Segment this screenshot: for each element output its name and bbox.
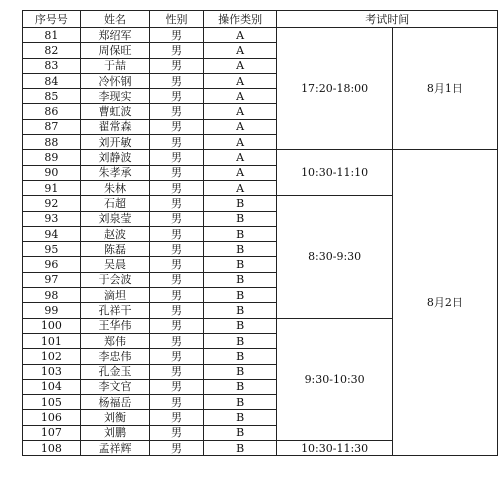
cell-name: 冷怀钢 [80,73,150,88]
cell-name: 杨福岳 [80,395,150,410]
cell-gender: 男 [150,395,204,410]
cell-gender: 男 [150,318,204,333]
cell-category: A [203,165,277,180]
header-number: 序号号 [23,11,81,28]
cell-gender: 男 [150,180,204,195]
cell-gender: 男 [150,226,204,241]
cell-time-slot: 10:30-11:10 [277,150,392,196]
cell-category: B [203,211,277,226]
table-row [23,28,498,43]
cell-time-slot: 17:20-18:00 [277,28,392,150]
cell-number: 95 [23,242,81,257]
cell-number: 104 [23,379,81,394]
cell-category: A [203,58,277,73]
cell-name: 于喆 [80,58,150,73]
cell-category: B [203,425,277,440]
cell-category: B [203,364,277,379]
cell-gender: 男 [150,272,204,287]
cell-gender: 男 [150,288,204,303]
cell-gender: 男 [150,28,204,43]
cell-number: 88 [23,135,81,150]
cell-number: 85 [23,89,81,104]
cell-name: 石超 [80,196,150,211]
cell-category: A [203,104,277,119]
cell-name: 李文官 [80,379,150,394]
cell-category: A [203,180,277,195]
cell-number: 89 [23,150,81,165]
cell-name: 翟常森 [80,119,150,134]
cell-gender: 男 [150,425,204,440]
cell-number: 100 [23,318,81,333]
cell-category: B [203,379,277,394]
cell-number: 82 [23,43,81,58]
cell-number: 91 [23,180,81,195]
cell-number: 98 [23,288,81,303]
cell-number: 94 [23,226,81,241]
cell-number: 84 [23,73,81,88]
cell-gender: 男 [150,165,204,180]
cell-name: 曹虹波 [80,104,150,119]
cell-number: 90 [23,165,81,180]
header-row [23,11,498,28]
cell-category: B [203,257,277,272]
cell-name: 朱孝承 [80,165,150,180]
cell-gender: 男 [150,349,204,364]
cell-category: A [203,43,277,58]
cell-gender: 男 [150,211,204,226]
cell-number: 81 [23,28,81,43]
cell-category: B [203,318,277,333]
cell-category: B [203,226,277,241]
cell-name: 刘静波 [80,150,150,165]
cell-gender: 男 [150,43,204,58]
cell-date: 8月2日 [392,150,497,456]
cell-name: 陈磊 [80,242,150,257]
cell-category: B [203,395,277,410]
cell-name: 李忠伟 [80,349,150,364]
cell-number: 102 [23,349,81,364]
cell-gender: 男 [150,73,204,88]
cell-category: B [203,410,277,425]
cell-gender: 男 [150,150,204,165]
cell-category: A [203,119,277,134]
cell-name: 孔金玉 [80,364,150,379]
cell-category: B [203,242,277,257]
cell-number: 105 [23,395,81,410]
cell-number: 101 [23,333,81,348]
cell-gender: 男 [150,242,204,257]
cell-name: 朱林 [80,180,150,195]
cell-category: B [203,333,277,348]
cell-gender: 男 [150,89,204,104]
cell-number: 83 [23,58,81,73]
cell-name: 赵波 [80,226,150,241]
header-category: 操作类别 [203,11,277,28]
cell-number: 106 [23,410,81,425]
cell-name: 刘衡 [80,410,150,425]
cell-gender: 男 [150,196,204,211]
cell-gender: 男 [150,303,204,318]
cell-number: 92 [23,196,81,211]
cell-name: 吴晨 [80,257,150,272]
cell-number: 99 [23,303,81,318]
exam-schedule-table [22,10,498,456]
cell-category: B [203,441,277,456]
header-exam-time: 考试时间 [277,11,498,28]
cell-gender: 男 [150,135,204,150]
cell-number: 107 [23,425,81,440]
cell-category: B [203,272,277,287]
cell-name: 刘鹏 [80,425,150,440]
cell-name: 孟祥辉 [80,441,150,456]
cell-category: A [203,73,277,88]
cell-name: 王华伟 [80,318,150,333]
cell-category: A [203,135,277,150]
cell-name: 滴坦 [80,288,150,303]
cell-number: 103 [23,364,81,379]
cell-time-slot: 10:30-11:30 [277,441,392,456]
cell-gender: 男 [150,119,204,134]
cell-name: 郑伟 [80,333,150,348]
cell-name: 周保旺 [80,43,150,58]
cell-gender: 男 [150,104,204,119]
cell-name: 刘开敏 [80,135,150,150]
header-name: 姓名 [80,11,150,28]
cell-name: 李现实 [80,89,150,104]
cell-gender: 男 [150,58,204,73]
cell-gender: 男 [150,441,204,456]
cell-number: 93 [23,211,81,226]
cell-number: 97 [23,272,81,287]
cell-gender: 男 [150,364,204,379]
cell-number: 87 [23,119,81,134]
cell-gender: 男 [150,257,204,272]
cell-gender: 男 [150,379,204,394]
cell-date: 8月1日 [392,28,497,150]
cell-category: A [203,28,277,43]
cell-name: 于会波 [80,272,150,287]
cell-category: B [203,196,277,211]
cell-number: 108 [23,441,81,456]
cell-number: 96 [23,257,81,272]
cell-time-slot: 8:30-9:30 [277,196,392,318]
cell-category: B [203,349,277,364]
cell-gender: 男 [150,410,204,425]
cell-name: 刘泉莹 [80,211,150,226]
table-row [23,150,498,165]
cell-category: A [203,89,277,104]
cell-time-slot: 9:30-10:30 [277,318,392,440]
table-body [23,28,498,456]
cell-category: B [203,288,277,303]
cell-number: 86 [23,104,81,119]
cell-category: B [203,303,277,318]
cell-name: 郑绍军 [80,28,150,43]
header-gender: 性别 [150,11,204,28]
cell-name: 孔祥干 [80,303,150,318]
cell-category: A [203,150,277,165]
cell-gender: 男 [150,333,204,348]
